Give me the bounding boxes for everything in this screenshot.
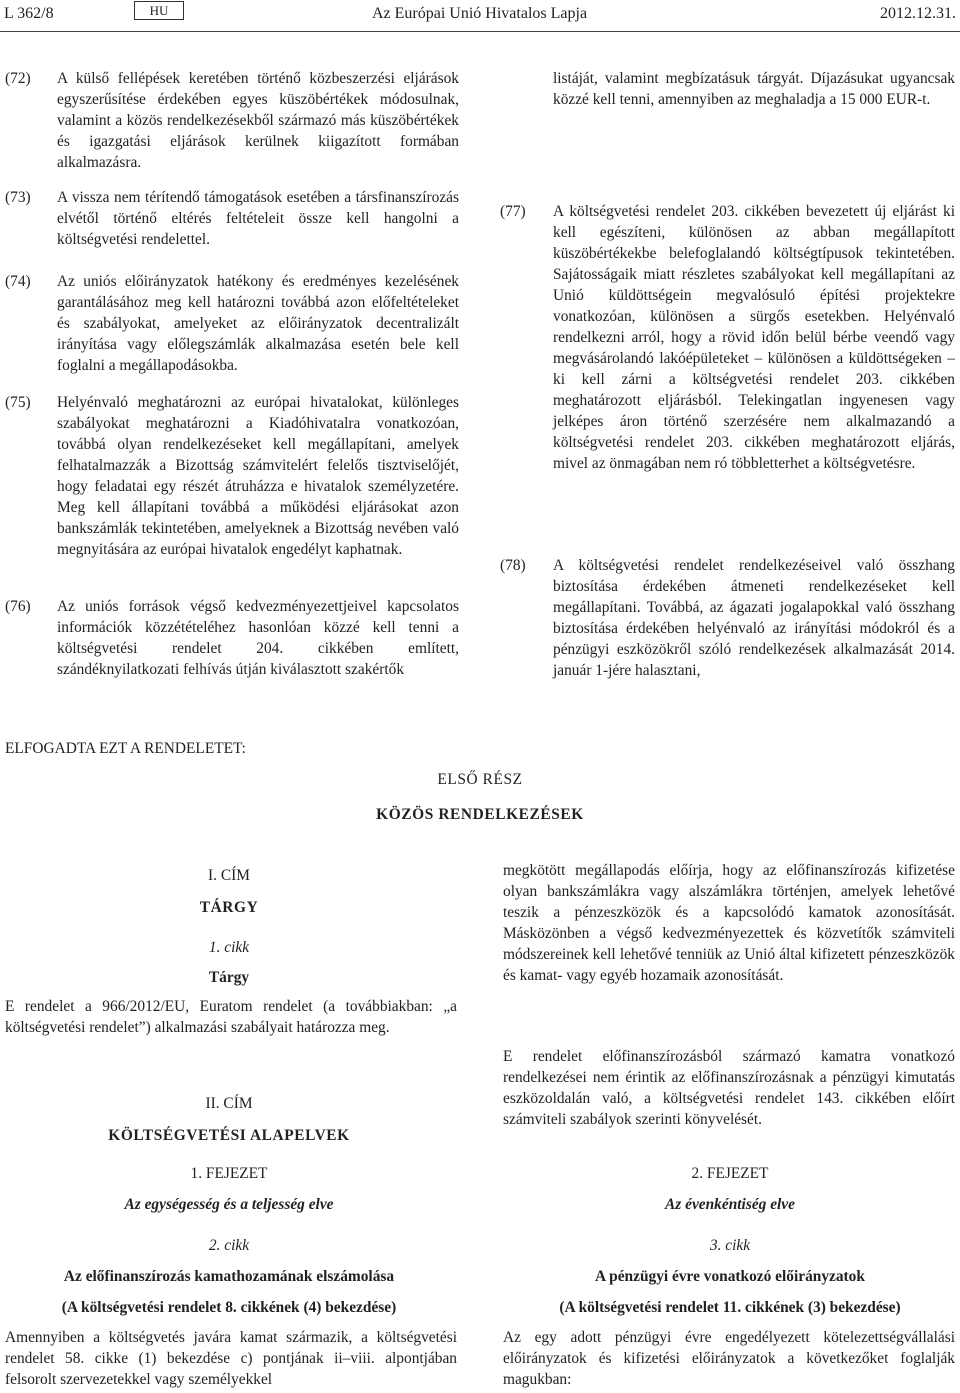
chapter-1-name: Az egységesség és a teljesség elve: [124, 1196, 334, 1213]
recital-number: (75): [5, 394, 31, 411]
article-1-text: E rendelet a 966/2012/EU, Euratom rendelet (a továbbiakban: „a költségvetési rendelet”) alkalmazási szabályait határozza meg.: [5, 998, 457, 1036]
recital-number: (73): [5, 189, 31, 206]
recital-text: A költségvetési rendelet 203. cikkében bevezetett új eljárást ki kell egészíteni, különösen az abban megállapított küszöbértékekbe belefoglalandó költségtípusok tekintetében. Sajátosságaik miatt részletes szabályokat kell megállapítani az Unió küldöttségein megvalósuló építési projektekre vonatkozóan, különösen a sürgős esetekben. Helyénvaló rendelkezni arról, hogy a rövid időn belül bérbe veendő vagy megvásárolandó lakóépületeket – különösen a küldöttségeken – ki kell zárni a költségvetési rendelet 203. cikkében meghatározott eljárásból. Telekingatlan ingyenesen vagy jelképes áron történő szerzésére nem alkalmazandó a költségvetési rendelet 203. cikkében meghatározott eljárás, mivel az önmagában nem ró többletterhet a költségvetésre.: [553, 203, 955, 472]
chapter-2-label: 2. FEJEZET: [691, 1165, 769, 1182]
article-3-reference: (A költségvetési rendelet 11. cikkének (3) bekezdése): [559, 1299, 901, 1316]
title-2-label: II. CÍM: [205, 1095, 253, 1112]
adopted-statement: ELFOGADTA EZT A RENDELETET:: [5, 740, 246, 757]
recital-74: [5, 271, 459, 381]
article-2-text: Amennyiben a költségvetés javára kamat származik, a költségvetési rendelet 58. cikke (1) bekezdése c) pontjának ii–viii. alpontjában felsorolt szervezetekkel vagy személyekkel: [5, 1329, 457, 1388]
recital-number: (72): [5, 70, 31, 87]
recital-text: A külső fellépések keretében történő közbeszerzési eljárások egyszerűsítése érdekében egyes küszöbértékek módosulnak, valamint a közös rendelkezésekből származó más küszöbértékek és igazgatási eljárások kerülnek kiigazított formában alkalmazásra.: [57, 70, 459, 171]
recital-number: (74): [5, 273, 31, 290]
article-3-title: A pénzügyi évre vonatkozó előirányzatok: [595, 1268, 865, 1285]
title-2-name: KÖLTSÉGVETÉSI ALAPELVEK: [108, 1127, 350, 1144]
chapter-1-label: 1. FEJEZET: [190, 1165, 268, 1182]
header-rule: [0, 31, 960, 32]
article-1-title: Tárgy: [208, 969, 250, 986]
recital-text: Az uniós előirányzatok hatékony és eredményes kezelésének garantálásához meg kell határozni továbbá azon előfeltételeket és szabályokat, amelyeket az előirányzatok decentralizált irányítása vagy előlegszámlák alkalmazása esetén bele kell foglalni a megállapodásokba.: [57, 273, 459, 374]
title-1-name: TÁRGY: [199, 899, 259, 916]
publication-date: 2012.12.31.: [880, 5, 956, 22]
article-1-number: 1. cikk: [208, 939, 250, 956]
recital-text: A vissza nem térítendő támogatások esetében a társfinanszírozás elvétől történő eltérés feltételeit össze kell hangolni a költségvetési rendelettel.: [57, 189, 459, 248]
recital-76-continued: listáját, valamint megbízatásuk tárgyát. Díjazásukat ugyancsak közzé kell tenni, amennyiben az meghaladja a 15 000 EUR-t.: [553, 70, 955, 108]
page-header: [0, 3, 960, 25]
recital-text: A költségvetési rendelet rendelkezéseivel való összhang biztosítása érdekében átmeneti rendelkezéseket kell megállapítani. Továbbá, az ágazati jogalapokkal való összhang biztosítása érdekében helyénvaló az irányítási módokról és a pénzügyi eszközökről szóló rendelkezések alkalmazását 2014. január 1-jére halasztani,: [553, 557, 955, 679]
language-badge: HU: [134, 1, 184, 20]
recital-number: (77): [500, 203, 526, 220]
recital-72: [5, 68, 459, 171]
interest-provision-text: E rendelet előfinanszírozásból származó kamatra vonatkozó rendelkezései nem érintik az előfinanszírozásnak a pénzügyi kimutatás eszközoldalán való, a költségvetési rendelet 143. cikkében előírt számviteli szabályok szerinti könyvelését.: [503, 1048, 955, 1128]
article-3-number: 3. cikk: [709, 1237, 751, 1254]
recital-76: [5, 596, 459, 684]
title-1-label: I. CÍM: [208, 867, 250, 884]
article-3-text: Az egy adott pénzügyi évre engedélyezett kötelezettségvállalási előirányzatok és kifizetési előirányzatok a következőket foglalják magukban:: [503, 1329, 955, 1388]
recital-78: [500, 555, 955, 679]
article-2-reference: (A költségvetési rendelet 8. cikkének (4) bekezdése): [61, 1299, 397, 1316]
recital-number: (76): [5, 598, 31, 615]
article-1-continued-text: megkötött megállapodás előírja, hogy az előfinanszírozás kifizetése olyan bankszámlákra vagy alszámlákra történjen, amelyek lehetővé teszik a pénzeszközök és a kapcsolódó kamatok azonosítását. Másközönben a végső kedvezményezettek és közvetítők számviteli módszereinek kell lehetővé tenniük az Unió által kifizetett pénzeszközök és kamat- vagy egyéb hozamaik azonosítását.: [503, 862, 955, 984]
part-title: KÖZÖS RENDELKEZÉSEK: [376, 806, 584, 823]
article-2-number: 2. cikk: [208, 1237, 250, 1254]
recital-77: [500, 201, 955, 491]
page-number: L 362/8: [4, 5, 54, 22]
chapter-2-name: Az évenkéntiség elve: [665, 1196, 795, 1213]
recital-number: (78): [500, 557, 526, 574]
article-2-title: Az előfinanszírozás kamathozamának elszámolása: [63, 1268, 395, 1285]
recital-text: Helyénvaló meghatározni az európai hivatalokat, különleges szabályokat meghatározni a Kiadóhivatalra vonatkozóan, továbbá olyan rendelkezéseket kell megállapítani, amelyek felhatalmazzák a Bizottság számvitelért felelős tisztviselőjét, hogy feladatai egy részét átruházza e hivatalok személyzetére. Meg kell állapítani továbbá a működési eljárásokat azon bankszámlák tekintetében, amelyeknek a Bizottság nevében való megnyitására az európai hivatalok engedélyt kaphatnak.: [57, 394, 459, 558]
recital-75: [5, 392, 459, 582]
journal-title: Az Európai Unió Hivatalos Lapja: [372, 5, 588, 22]
recital-73: [5, 187, 459, 253]
part-label: ELSŐ RÉSZ: [437, 771, 523, 788]
recital-text: Az uniós források végső kedvezményezettjeivel kapcsolatos információk közzétételéhez hasonlóan közzé kell tenni a költségvetési rendelet 204. cikkében említett, szándéknyilatkozati felhívás útján kiválasztott szakértők: [57, 598, 459, 678]
